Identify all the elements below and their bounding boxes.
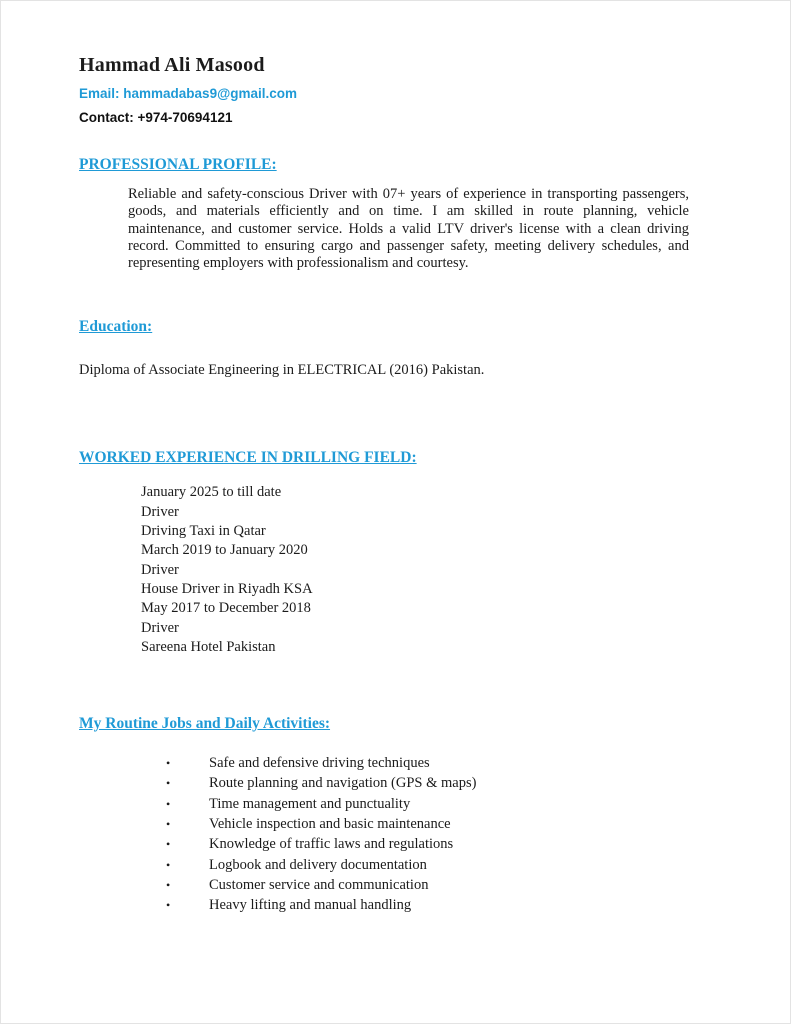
resume-header (79, 53, 712, 126)
routine-item-text: Safe and defensive driving techniques (209, 755, 430, 772)
section-heading-work-experience: WORKED EXPERIENCE IN DRILLING FIELD: (79, 449, 417, 467)
section-heading-education: Education: (79, 318, 153, 336)
bullet-icon: • (166, 857, 171, 872)
routine-item-text: Route planning and navigation (GPS & maps) (209, 775, 477, 792)
routine-item-text: Knowledge of traffic laws and regulations (209, 836, 454, 853)
email-label: Email: (79, 86, 120, 101)
profile-paragraph: Reliable and safety-conscious Driver with 07+ years of experience in transporting passengers, goods, and materials efficiently and on time. I am skilled in route planning, vehicle maintenance, and customer service. Holds a valid LTV driver's license with a clean driving record. Committed to ensuring cargo and passenger safety, meeting delivery schedules, and representing employers with professionalism and courtesy. (128, 186, 689, 272)
experience-line: May 2017 to December 2018 (141, 600, 311, 617)
contact-line: Contact: +974-70694121 (79, 110, 233, 125)
section-heading-routine-jobs: My Routine Jobs and Daily Activities: (79, 715, 331, 733)
routine-item (79, 816, 712, 836)
routine-item (79, 836, 712, 856)
routine-item (79, 775, 712, 795)
routine-item (79, 755, 712, 775)
routine-item (79, 877, 712, 897)
experience-line: March 2019 to January 2020 (141, 542, 308, 559)
bullet-icon: • (166, 817, 171, 832)
experience-line: House Driver in Riyadh KSA (141, 580, 313, 597)
routine-item (79, 857, 712, 877)
routine-item-text: Customer service and communication (209, 876, 429, 893)
experience-line: Driver (141, 503, 179, 520)
routine-item (79, 897, 712, 917)
experience-list (141, 483, 712, 657)
email-address[interactable]: hammadabas9@gmail.com (123, 86, 298, 101)
experience-line: Driver (141, 561, 179, 578)
routine-item-text: Time management and punctuality (209, 795, 411, 812)
routine-list (79, 755, 712, 917)
experience-line: Driver (141, 619, 179, 636)
routine-item-text: Logbook and delivery documentation (209, 856, 427, 873)
section-heading-professional-profile: PROFESSIONAL PROFILE: (79, 156, 277, 173)
routine-item-text: Vehicle inspection and basic maintenance (209, 816, 451, 833)
experience-line: January 2025 to till date (141, 484, 282, 501)
routine-item (79, 796, 712, 816)
email-line (79, 85, 712, 102)
bullet-icon: • (166, 898, 171, 913)
experience-line: Sareena Hotel Pakistan (141, 638, 276, 655)
experience-line: Driving Taxi in Qatar (141, 523, 266, 540)
routine-item-text: Heavy lifting and manual handling (209, 897, 412, 914)
bullet-icon: • (166, 877, 171, 892)
bullet-icon: • (166, 756, 171, 771)
candidate-name: Hammad Ali Masood (79, 54, 265, 76)
bullet-icon: • (166, 796, 171, 811)
education-text: Diploma of Associate Engineering in ELECTRICAL (2016) Pakistan. (79, 362, 485, 379)
bullet-icon: • (166, 776, 171, 791)
bullet-icon: • (166, 837, 171, 852)
